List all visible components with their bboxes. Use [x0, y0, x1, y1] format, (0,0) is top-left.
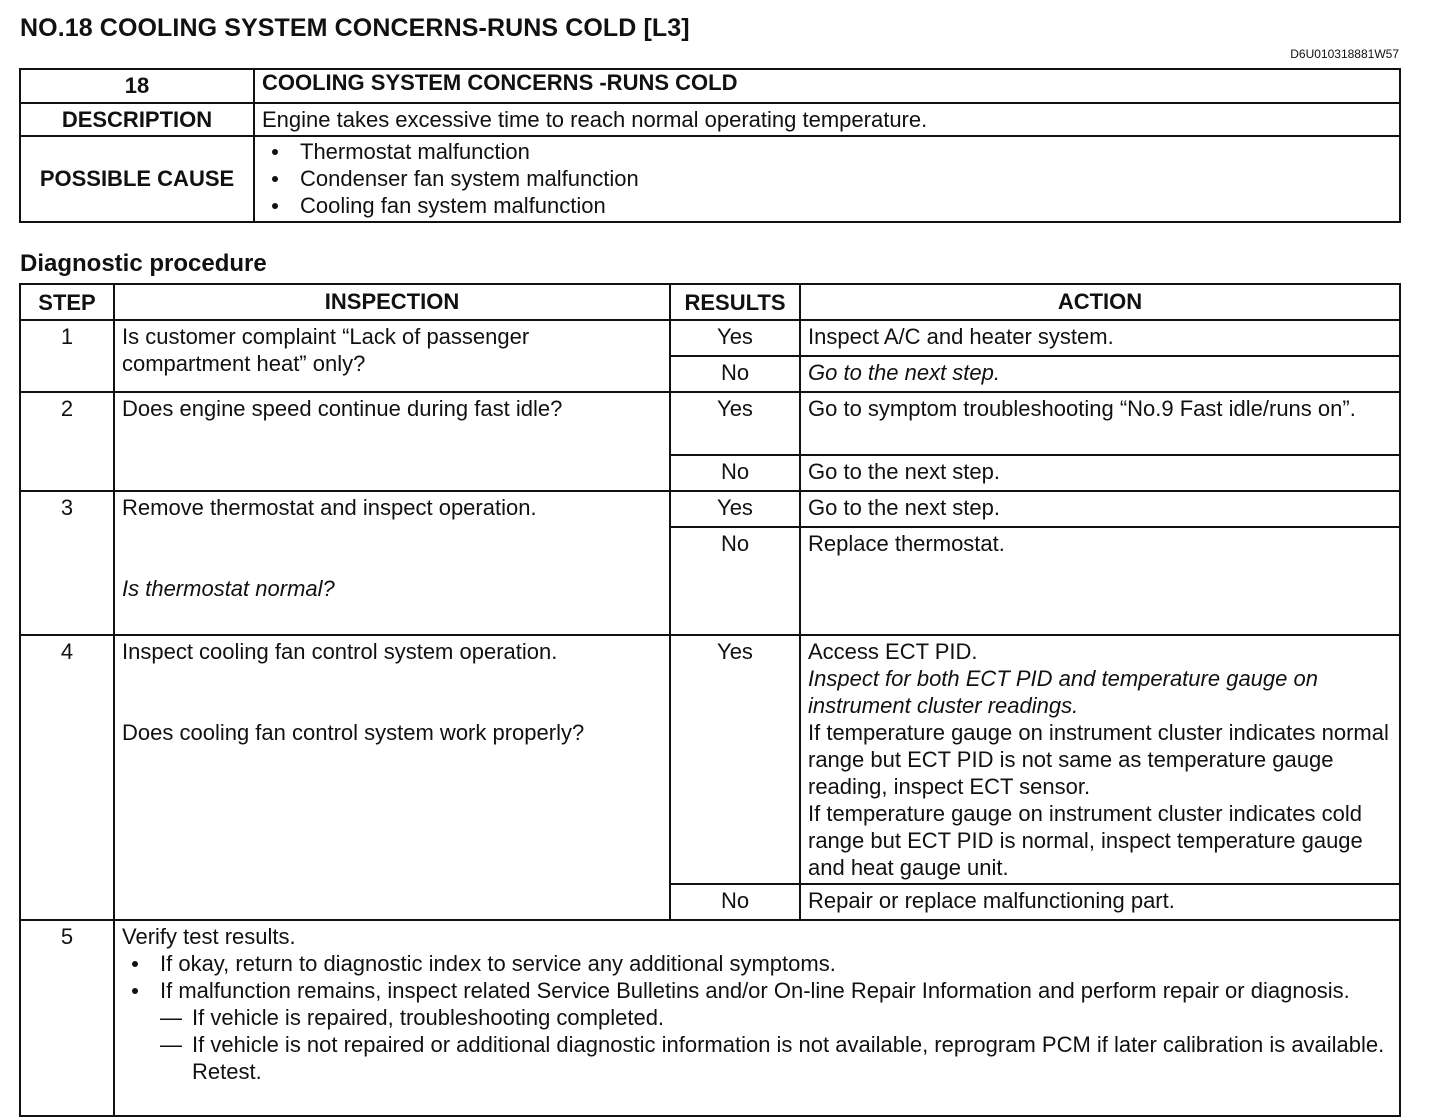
- verify-text: Verify test results.: [122, 924, 296, 949]
- spacer: [122, 665, 663, 719]
- result-yes: Yes: [670, 491, 800, 527]
- step-number: 1: [20, 320, 114, 392]
- result-no: No: [670, 527, 800, 635]
- spacer: [122, 521, 663, 575]
- summary-table: [19, 68, 1401, 223]
- verify-cell: [114, 920, 1400, 1116]
- verify-subitem-text: If vehicle is not repaired or additional diagnostic information is not available, reprogram PCM if later calibration is available. Retest.: [192, 1032, 1385, 1084]
- dash-mark: —: [160, 1032, 182, 1057]
- dash-mark: —: [160, 1005, 182, 1030]
- verify-subitem-text: If vehicle is repaired, troubleshooting completed.: [192, 1005, 665, 1030]
- possible-cause-label: POSSIBLE CAUSE: [20, 136, 254, 222]
- result-no: No: [670, 455, 800, 491]
- action-text: Go to the next step.: [800, 491, 1400, 527]
- action-text: If temperature gauge on instrument cluster indicates normal range but ECT PID is not same as temperature gauge reading, inspect ECT sensor.: [808, 720, 1389, 799]
- table-row: [20, 920, 1400, 1116]
- document-id: D6U010318881W57: [1290, 47, 1399, 61]
- table-row: [20, 320, 1400, 356]
- verify-bullet: If okay, return to diagnostic index to service any additional symptoms.: [122, 950, 1393, 977]
- table-row: [20, 392, 1400, 455]
- inspection-text: Inspect cooling fan control system operation.: [122, 639, 558, 664]
- inspection-question: Does cooling fan control system work properly?: [122, 720, 585, 745]
- inspection-cell: [114, 491, 670, 635]
- action-text: Inspect A/C and heater system.: [800, 320, 1400, 356]
- summary-row-description: [20, 103, 1400, 136]
- symptom-number: 18: [20, 69, 254, 103]
- verify-subitem: [122, 1004, 1393, 1031]
- description-label: DESCRIPTION: [20, 103, 254, 136]
- inspection-question: Is thermostat normal?: [122, 576, 335, 601]
- result-yes: Yes: [670, 635, 800, 884]
- action-text: Replace thermostat.: [800, 527, 1400, 635]
- result-yes: Yes: [670, 320, 800, 356]
- section-title: Diagnostic procedure: [20, 250, 267, 277]
- page-title: NO.18 COOLING SYSTEM CONCERNS-RUNS COLD [L3]: [20, 14, 690, 42]
- result-no: No: [670, 356, 800, 392]
- possible-cause-list: [262, 138, 1399, 219]
- verify-list: [122, 950, 1393, 1004]
- cause-item: Cooling fan system malfunction: [262, 192, 1399, 219]
- action-text: Access ECT PID.: [808, 639, 978, 664]
- result-yes: Yes: [670, 392, 800, 455]
- inspection-text: Does engine speed continue during fast idle?: [114, 392, 670, 491]
- diagnostic-procedure-table: [19, 283, 1401, 1117]
- step-number: 2: [20, 392, 114, 491]
- header-results: RESULTS: [670, 284, 800, 320]
- inspection-text: Is customer complaint “Lack of passenger compartment heat” only?: [114, 320, 670, 392]
- table-row: [20, 635, 1400, 884]
- possible-cause-list-cell: [254, 136, 1400, 222]
- step-number: 4: [20, 635, 114, 920]
- action-cell: [800, 635, 1400, 884]
- description-text: Engine takes excessive time to reach normal operating temperature.: [254, 103, 1400, 136]
- step-number: 3: [20, 491, 114, 635]
- verify-sublist: [122, 1004, 1393, 1085]
- action-text: Inspect for both ECT PID and temperature gauge on instrument cluster readings.: [808, 666, 1318, 718]
- result-no: No: [670, 884, 800, 920]
- action-text: Go to symptom troubleshooting “No.9 Fast idle/runs on”.: [800, 392, 1400, 455]
- inspection-cell: [114, 635, 670, 920]
- header-row: [20, 284, 1400, 320]
- cause-item: Condenser fan system malfunction: [262, 165, 1399, 192]
- action-text: Go to the next step.: [800, 356, 1400, 392]
- step-number: 5: [20, 920, 114, 1116]
- summary-row-causes: [20, 136, 1400, 222]
- verify-subitem: [122, 1031, 1393, 1085]
- header-step: STEP: [20, 284, 114, 320]
- summary-row-heading: [20, 69, 1400, 103]
- table-row: [20, 491, 1400, 527]
- inspection-text: Remove thermostat and inspect operation.: [122, 495, 537, 520]
- header-action: ACTION: [800, 284, 1400, 320]
- cause-item: Thermostat malfunction: [262, 138, 1399, 165]
- action-text: Go to the next step.: [800, 455, 1400, 491]
- verify-bullet: If malfunction remains, inspect related Service Bulletins and/or On-line Repair Information and perform repair or diagnosis.: [122, 977, 1393, 1004]
- action-text: If temperature gauge on instrument cluster indicates cold range but ECT PID is normal, inspect temperature gauge and heat gauge unit.: [808, 801, 1363, 880]
- symptom-heading: COOLING SYSTEM CONCERNS -RUNS COLD: [254, 69, 1400, 103]
- header-inspection: INSPECTION: [114, 284, 670, 320]
- action-text: Repair or replace malfunctioning part.: [800, 884, 1400, 920]
